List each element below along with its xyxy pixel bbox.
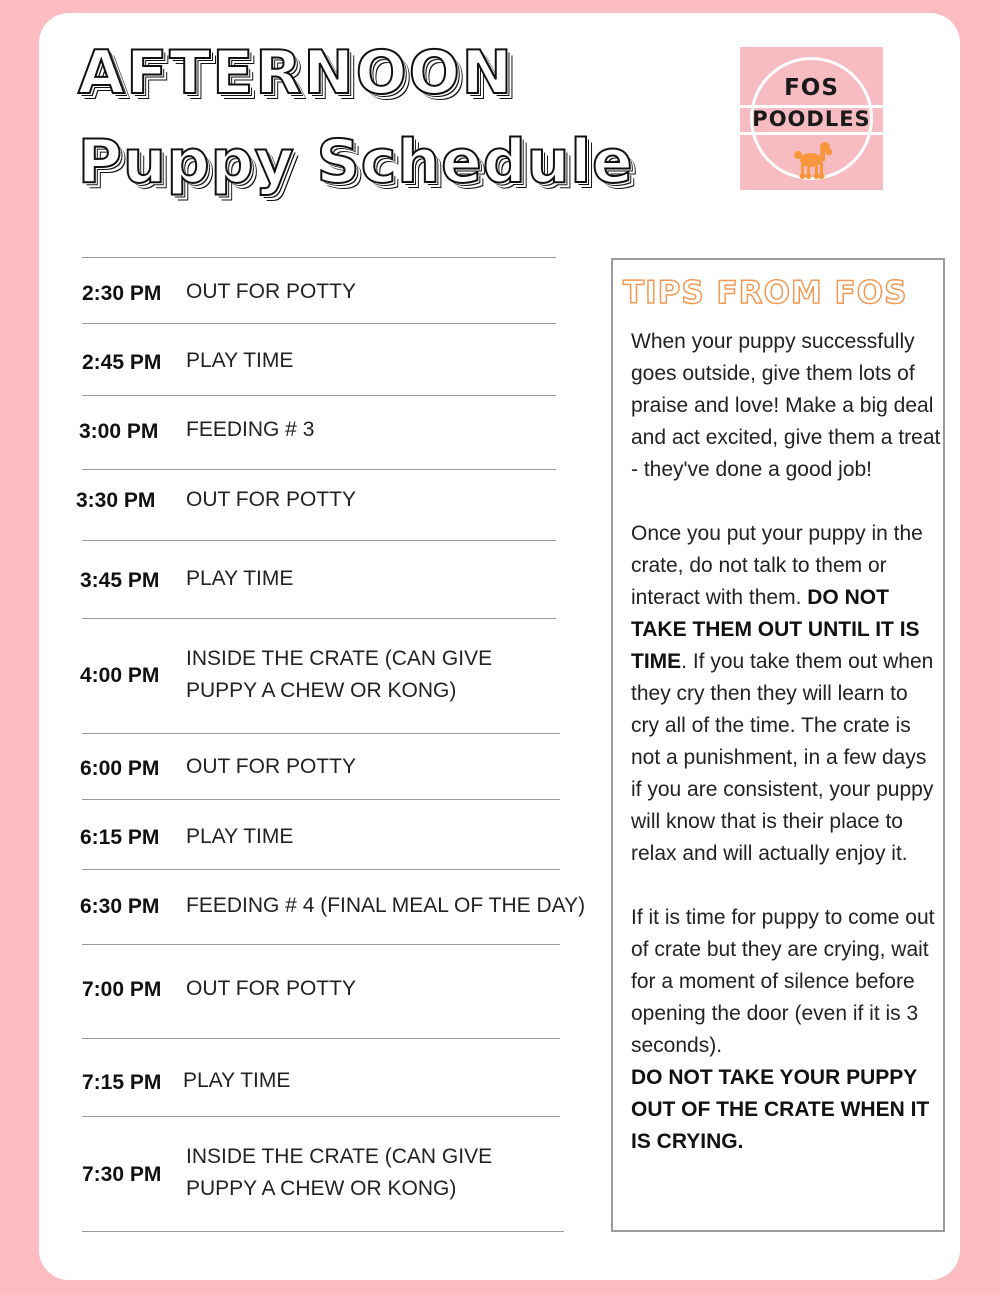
tips-paragraph: If it is time for puppy to come out of crate but they are crying, wait for a moment of silence before opening the door (even if it is 3 seconds). xyxy=(631,906,935,1057)
schedule-task: FEEDING # 3 xyxy=(186,418,315,441)
schedule-divider xyxy=(82,944,560,945)
tips-paragraph: When your puppy successfully goes outside, give them lots of praise and love! Make a big deal and act excited, give them a treat - they've done a good job! xyxy=(631,330,941,481)
schedule-divider xyxy=(82,323,556,324)
tips-emphasis-paragraph xyxy=(631,1062,941,1158)
schedule-time: 3:45 PM xyxy=(80,569,160,592)
schedule-divider xyxy=(82,257,556,258)
schedule-divider xyxy=(82,395,556,396)
schedule-task: OUT FOR POTTY xyxy=(186,755,356,778)
schedule-time: 6:15 PM xyxy=(80,826,160,849)
schedule-task: PLAY TIME xyxy=(186,825,294,848)
schedule-task: PLAY TIME xyxy=(183,1069,291,1092)
tips-paragraph xyxy=(631,518,941,870)
fos-poodles-logo xyxy=(740,47,883,190)
schedule-divider xyxy=(82,869,560,870)
schedule-time: 3:00 PM xyxy=(79,420,159,443)
tips-text: . If you take them out when they cry then they will learn to cry all of the time. The crate is not a punishment, in a few days if you are consistent, your puppy will know that is their place to relax and will actually enjoy it. xyxy=(631,650,934,865)
schedule-divider xyxy=(82,1116,560,1117)
schedule-divider xyxy=(82,618,556,619)
schedule-divider xyxy=(82,733,560,734)
tips-emphasis: DO NOT TAKE THEM OUT UNTIL IT IS TIME xyxy=(631,586,920,673)
tips-text: Once you put your puppy in the crate, do not talk to them or interact with them. xyxy=(631,522,923,609)
tips-title: TIPS FROM FOS xyxy=(623,275,908,311)
schedule-time: 6:30 PM xyxy=(80,895,160,918)
schedule-time: 2:30 PM xyxy=(82,282,162,305)
schedule-time: 6:00 PM xyxy=(80,757,160,780)
schedule-task-line2: PUPPY A CHEW OR KONG) xyxy=(186,679,457,702)
schedule-divider xyxy=(82,799,560,800)
schedule-time: 7:30 PM xyxy=(82,1163,162,1186)
tips-body xyxy=(631,326,941,1158)
schedule-time: 7:00 PM xyxy=(82,978,162,1001)
schedule-task: PLAY TIME xyxy=(186,349,294,372)
tips-box xyxy=(611,258,945,1232)
schedule-task-line1: INSIDE THE CRATE (CAN GIVE xyxy=(186,1145,493,1168)
poodle-icon xyxy=(789,140,835,180)
schedule-divider xyxy=(82,540,556,541)
logo-text-fos: FOS xyxy=(784,75,839,101)
tips-emphasis: DO NOT TAKE YOUR PUPPY OUT OF THE CRATE WHEN IT IS CRYING. xyxy=(631,1066,930,1153)
page-title-line2: Puppy Schedule xyxy=(78,127,634,197)
schedule-task: OUT FOR POTTY xyxy=(186,977,356,1000)
logo-text-poodles: POODLES xyxy=(752,107,871,131)
schedule-divider xyxy=(82,1038,560,1039)
schedule-task-line2: PUPPY A CHEW OR KONG) xyxy=(186,1177,457,1200)
schedule-time: 3:30 PM xyxy=(76,489,156,512)
schedule-task: OUT FOR POTTY xyxy=(186,488,356,511)
schedule-time: 7:15 PM xyxy=(82,1071,162,1094)
schedule-task-line1: INSIDE THE CRATE (CAN GIVE xyxy=(186,647,493,670)
schedule-task: FEEDING # 4 (FINAL MEAL OF THE DAY) xyxy=(186,894,586,917)
schedule-divider xyxy=(82,469,556,470)
schedule-time: 4:00 PM xyxy=(80,664,160,687)
schedule-divider xyxy=(82,1231,564,1232)
schedule-task: PLAY TIME xyxy=(186,567,294,590)
schedule-time: 2:45 PM xyxy=(82,351,162,374)
schedule-task: OUT FOR POTTY xyxy=(186,280,356,303)
page-title-line1: AFTERNOON xyxy=(78,38,514,108)
